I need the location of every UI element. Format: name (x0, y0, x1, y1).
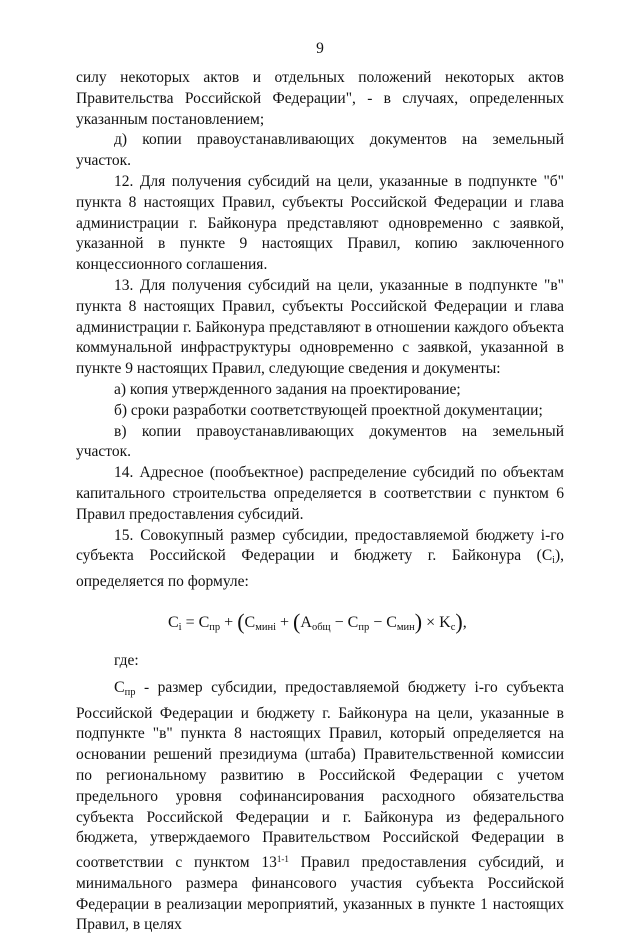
formula-minus1: − C (330, 613, 359, 631)
formula-t1-sub: пр (209, 621, 221, 633)
formula-close-paren-2: ) (414, 608, 423, 634)
paragraph-15-text-b: ), определяется по формуле: (76, 547, 564, 591)
formula-lhs: C (168, 613, 179, 631)
formula-open-paren-1: ( (237, 608, 245, 634)
formula-t2: C (244, 613, 256, 631)
paragraph-15 (76, 526, 564, 593)
paragraph-continuation: силу некоторых актов и отдельных положений некоторых актов Правительства Российской Федерации", - в случаях, определенных указанным постановлением; (76, 69, 564, 128)
formula-t3-sub: общ (311, 621, 331, 633)
page-number: 9 (316, 40, 324, 57)
paragraph-item-a: а) копия утвержденного задания на проектирование; (114, 380, 461, 398)
formula-eq: = C (181, 613, 210, 631)
formula-open-paren-2: ( (293, 608, 301, 634)
formula-t5-sub: мин (396, 621, 415, 633)
definition-symbol-letter: C (114, 678, 125, 696)
definition-symbol (114, 679, 136, 696)
paragraph-item-v: в) копии правоустанавливающих документов на земельный участок. (76, 422, 564, 461)
formula-minus2: − C (369, 613, 397, 631)
formula-times: × K (422, 613, 451, 631)
formula-t2-sub: минi (255, 621, 277, 633)
paragraph-item-d: д) копии правоустанавливающих документов на земельный участок. (76, 131, 564, 170)
where-label: где: (114, 651, 139, 669)
definition-superscript: 1-1 (276, 854, 289, 865)
formula-plus1: + (220, 613, 238, 631)
paragraph-12: 12. Для получения субсидий на цели, указанные в подпункте "б" пункта 8 настоящих Правил, субъекты Российской Федерации и глава администрации г. Байконура представляют одновременно с заявкой, указанной в пункте 9 настоящих Правил, копию заключенного концессионного соглашения. (76, 172, 564, 274)
paragraph-item-b: б) сроки разработки соответствующей проектной документации; (114, 401, 543, 419)
formula-comma: , (462, 613, 467, 631)
definition-text-a: - размер субсидии, предоставляемой бюджету i-го субъекта Российской Федерации и бюджету г. Байконура на цели, указанные в подпункте "в" пункта 8 настоящих Правил, который определяется на основании решений президиума (штаба) Правительственной комиссии по региональному развитию в Российской Федерации с учетом предельного уровня софинансирования расходного обязательства субъекта Российской Федерации и г. Байконура из федерального бюджета, утверждаемого Правительством Российской Федерации в соответствии с пунктом 13 (76, 678, 564, 872)
paragraph-13: 13. Для получения субсидий на цели, указанные в подпункте "в" пункта 8 настоящих Правил, субъекты Российской Федерации и глава администрации г. Байконура представляют в отношении каждого объекта коммунальной инфраструктуры одновременно с заявкой, указанной в пункте 9 настоящих Правил, следующие сведения и документы: (76, 276, 564, 378)
formula-close-paren-1: ) (455, 608, 463, 634)
definition-symbol-sub: пр (124, 686, 136, 698)
formula-t4-sub: пр (358, 621, 370, 633)
formula-t6-sub: c (450, 621, 456, 633)
formula-t3: A (300, 613, 312, 631)
formula-lhs-sub: i (178, 621, 182, 633)
paragraph-15-subscript: i (552, 555, 555, 567)
definition-text-b: Правил предоставления субсидий, и минимального размера финансового участия субъекта Российской Федерации в реализации мероприятий, указанных в пункте 1 настоящих Правил, в целях (76, 854, 564, 934)
formula-plus2: + (276, 613, 294, 631)
paragraph-15-text-a: 15. Совокупный размер субсидии, предоставляемой бюджету i-го субъекта Российской Федерации и бюджету г. Байконура (C (76, 526, 564, 565)
subsidy-formula (76, 607, 564, 637)
document-body (76, 68, 564, 936)
paragraph-14: 14. Адресное (пообъектное) распределение субсидий по объектам капитального строительства определяется в соответствии с пунктом 6 Правил предоставления субсидий. (76, 464, 564, 523)
definition-c-pr (76, 678, 564, 936)
